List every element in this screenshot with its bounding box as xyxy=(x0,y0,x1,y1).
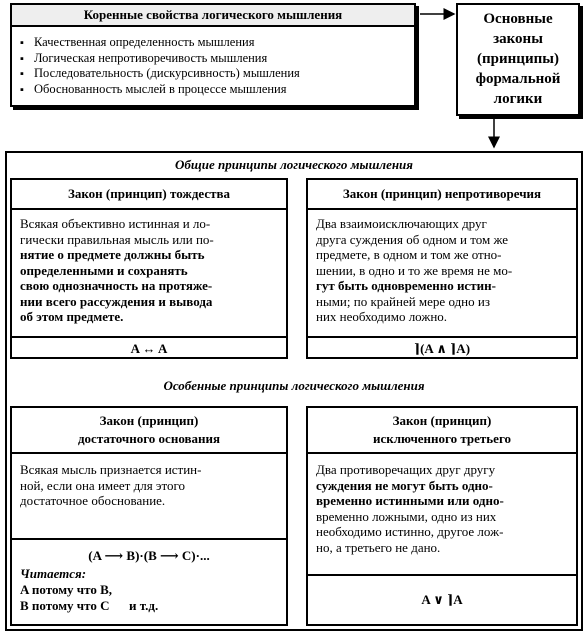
list-item: ▪ Обоснованность мыслей в процессе мышления xyxy=(20,82,414,98)
sufficient-reason-text: Всякая мысль признается истин- ной, если она имеет для этого достаточное обоснование. xyxy=(12,454,286,540)
laws-line: законы xyxy=(493,31,543,47)
list-item: ▪ Качественная определенность мышления xyxy=(20,35,414,51)
laws-line: логики xyxy=(493,91,543,107)
laws-line: формальной xyxy=(475,71,561,87)
noncontradiction-law-title: Закон (принцип) непротиворечия xyxy=(308,180,576,210)
list-item: ▪ Логическая непротиворечивость мышления xyxy=(20,51,414,67)
special-principles-heading: Особенные принципы логического мышления xyxy=(163,378,425,393)
reading-line: A потому что B, xyxy=(20,582,113,597)
reading-line: B потому что C и т.д. xyxy=(20,598,159,613)
basic-laws-box xyxy=(456,3,580,116)
sufficient-reason-formula: (A ⟶ B)·(B ⟶ C)·... xyxy=(88,548,210,563)
root-properties-list xyxy=(12,27,414,97)
sufficient-reason-formula-area xyxy=(12,540,286,620)
general-principles-heading: Общие принципы логического мышления xyxy=(175,157,413,172)
noncontradiction-law-box xyxy=(306,178,578,359)
sufficient-reason-law-box xyxy=(10,406,288,626)
excluded-middle-text: Два противоречащих друг другу суждения не могут быть одно- временно истинными или одно- временно ложными, одно из них необходимо истинно, другое лож- но, а третьего не дано. xyxy=(308,454,576,576)
identity-law-box xyxy=(10,178,288,359)
excluded-middle-law-box xyxy=(306,406,578,626)
root-properties-box xyxy=(10,3,416,107)
identity-law-text: Всякая объективно истинная и ло- гически правильная мысль или по- нятие о предмете должны быть определенными и сохранять свою однозначность на протяже- нии всего рассуждения и вывода об этом предмете. xyxy=(12,210,286,338)
root-properties-title: Коренные свойства логического мышления xyxy=(12,5,414,27)
reading-label: Читается: xyxy=(20,566,87,581)
laws-line: Основные xyxy=(483,11,553,27)
excluded-middle-title: Закон (принцип) исключенного третьего xyxy=(308,408,576,454)
noncontradiction-formula: ⌉(A ∧ ⌉A) xyxy=(413,341,471,356)
identity-formula: A ↔ A xyxy=(130,341,168,356)
sufficient-reason-title: Закон (принцип) достаточного основания xyxy=(12,408,286,454)
identity-law-title: Закон (принцип) тождества xyxy=(12,180,286,210)
laws-line: (принципы) xyxy=(477,51,559,67)
noncontradiction-law-text: Два взаимоисключающих друг друга суждения об одном и том же предмете, в одном и том же отно- шении, в одно и то же время не мо- гут быть одновременно истин- ными; по крайней мере одно из них необходимо ложно. xyxy=(308,210,576,338)
excluded-middle-formula: A ∨ ⌉A xyxy=(421,592,463,607)
list-item: ▪ Последовательность (дискурсивность) мышления xyxy=(20,66,414,82)
